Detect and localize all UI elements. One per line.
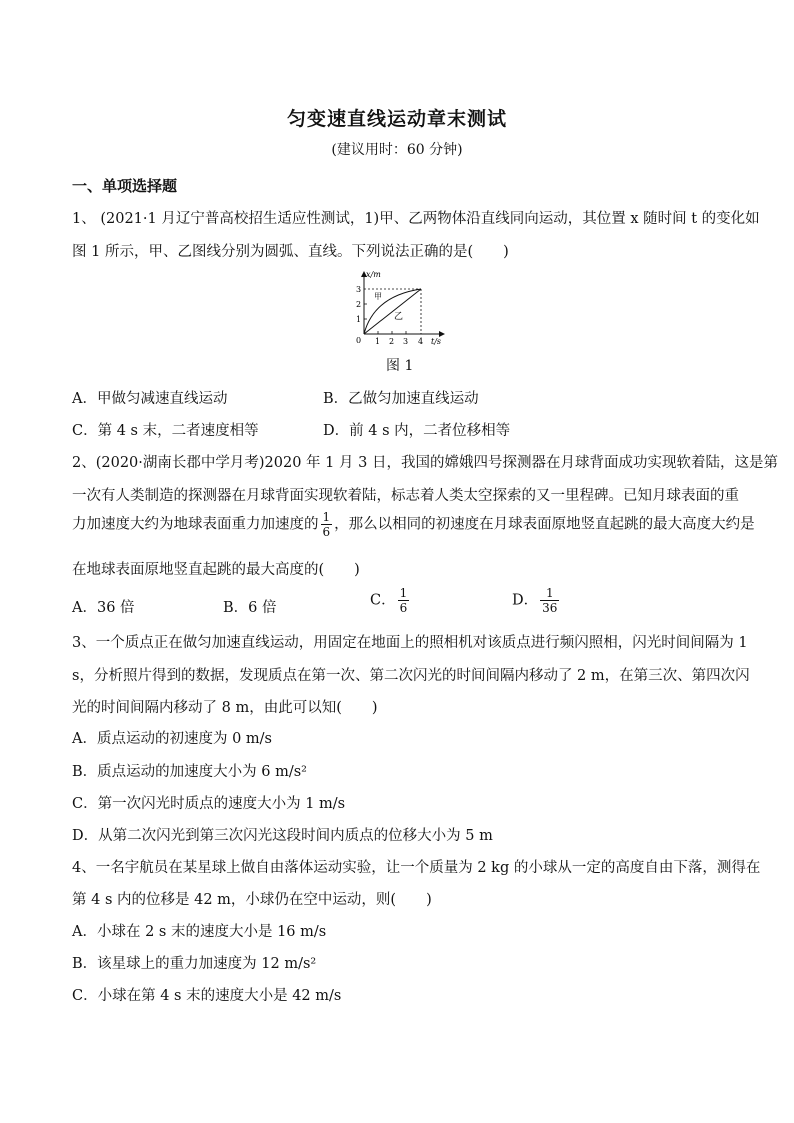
q4-line2 [72, 888, 432, 909]
q3-line3-close: ) [371, 700, 378, 716]
x-tick-4: 4 [418, 337, 424, 346]
page-title: 匀变速直线运动章末测试 [286, 108, 507, 130]
y-tick-3: 3 [356, 285, 362, 294]
q2-line1: 2、(2020·湖南长郡中学月考)2020 年 1 月 3 日，我国的嫦娥四号探测器在月球背面成功实现软着陆，这是第 [72, 455, 778, 471]
q1-line2-close: ) [503, 244, 509, 260]
q1-option-b: B．乙做匀加速直线运动 [323, 391, 479, 407]
x-tick-2: 2 [389, 337, 395, 346]
q3-option-a: A．质点运动的初速度为 0 m/s [72, 731, 272, 747]
q2-line3-post: ，那么以相同的初速度在月球表面原地竖直起跳的最大高度大约是 [334, 516, 755, 533]
y-tick-2: 2 [356, 300, 362, 309]
q3-option-c: C．第一次闪光时质点的速度大小为 1 m/s [72, 796, 346, 812]
fraction-denominator: 36 [542, 601, 558, 615]
q2-option-b: B．6 倍 [223, 600, 277, 616]
q1-figure [348, 268, 448, 348]
label-jia: 甲 [374, 292, 382, 301]
q1-line1: 1、 (2021·1 月辽宁普高校招生适应性测试，1)甲、乙两物体沿直线同向运动，其位置 x 随时间 t 的变化如 [72, 211, 760, 227]
option-d-fraction [540, 586, 559, 615]
line-yi [364, 289, 421, 334]
q3-line3-text: 光的时间间隔内移动了 8 m，由此可以知( [72, 700, 342, 716]
q2-option-d [512, 586, 561, 615]
q2-option-c [370, 586, 411, 615]
section-heading: 一、单项选择题 [72, 177, 178, 195]
q4-option-a: A．小球在 2 s 末的速度大小是 16 m/s [72, 924, 327, 940]
q2-line3 [72, 510, 755, 539]
q1-line2 [72, 240, 509, 261]
option-c-label: C． [370, 592, 396, 609]
fraction-numerator: 1 [399, 586, 408, 600]
q1-option-d: D．前 4 s 内，二者位移相等 [323, 423, 511, 439]
q3-option-b: B．质点运动的加速度大小为 6 m/s² [72, 764, 307, 780]
option-c-fraction [398, 586, 410, 615]
q2-line4-close: ) [354, 562, 360, 578]
q1-option-c: C．第 4 s 末，二者速度相等 [72, 423, 259, 439]
q3-line1: 3、一个质点正在做匀加速直线运动，用固定在地面上的照相机对该质点进行频闪照相，闪光时间间隔为 1 [72, 635, 748, 651]
q2-line4 [72, 558, 360, 579]
q2-line3-pre: 力加速度大约为地球表面重力加速度的 [72, 516, 319, 533]
x-axis-label: t/s [431, 337, 442, 346]
q2-fraction [321, 510, 333, 539]
label-yi: 乙 [394, 312, 404, 322]
fraction-denominator: 6 [399, 601, 408, 615]
origin-label: 0 [356, 336, 362, 345]
fraction-numerator: 1 [322, 510, 331, 524]
q4-option-b: B．该星球上的重力加速度为 12 m/s² [72, 956, 317, 972]
q4-line2-close: ) [426, 892, 432, 908]
fraction-numerator: 1 [540, 586, 559, 601]
q4-line1: 4、一名宇航员在某星球上做自由落体运动实验，让一个质量为 2 kg 的小球从一定的高度自由下落，测得在 [72, 860, 761, 876]
q4-option-c: C．小球在第 4 s 末的速度大小是 42 m/s [72, 988, 342, 1004]
q2-option-a: A．36 倍 [72, 600, 135, 616]
q1-option-a: A．甲做匀减速直线运动 [72, 391, 228, 407]
fraction-denominator: 6 [322, 525, 331, 539]
x-tick-1: 1 [375, 337, 381, 346]
q4-line2-text: 第 4 s 内的位移是 42 m，小球仍在空中运动，则( [72, 892, 397, 908]
option-d-label: D． [512, 592, 539, 609]
figure-caption: 图 1 [386, 358, 414, 374]
q3-option-d: D．从第二次闪光到第三次闪光这段时间内质点的位移大小为 5 m [72, 828, 493, 844]
q1-line2-text: 图 1 所示，甲、乙图线分别为圆弧、直线。下列说法正确的是( [72, 244, 474, 260]
q3-line3 [72, 696, 378, 717]
page-subtitle: (建议用时：60 分钟) [331, 142, 463, 158]
x-tick-3: 3 [403, 337, 409, 346]
y-axis-label: x/m [366, 270, 381, 279]
q2-line2: 一次有人类制造的探测器在月球背面实现软着陆，标志着人类太空探索的又一里程碑。已知月球表面的重 [72, 488, 739, 504]
q2-line4-text: 在地球表面原地竖直起跳的最大高度的( [72, 562, 325, 578]
position-time-graph [348, 268, 448, 348]
y-tick-1: 1 [356, 315, 362, 324]
q3-line2: s，分析照片得到的数据，发现质点在第一次、第二次闪光的时间间隔内移动了 2 m，在第三次、第四次闪 [72, 668, 750, 684]
